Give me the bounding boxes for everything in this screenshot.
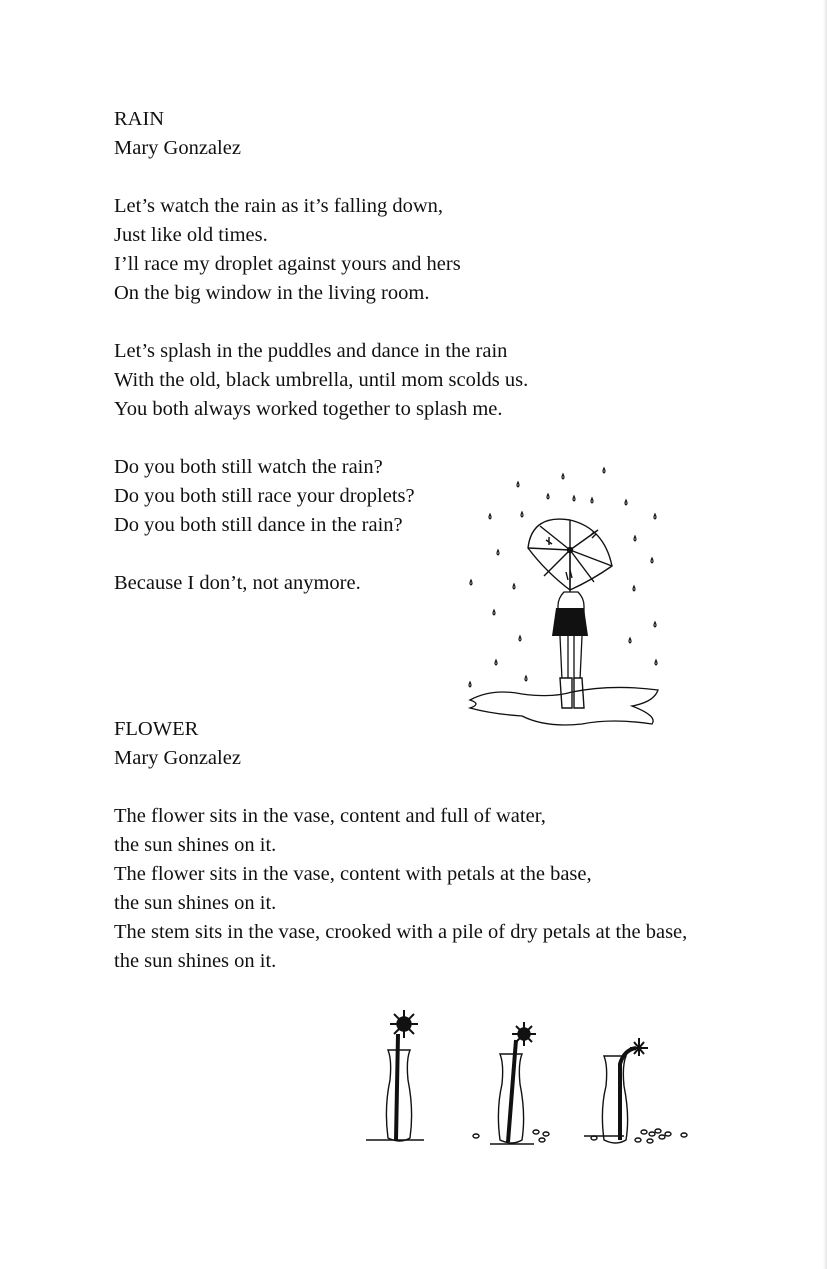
poem-line: Do you both still race your droplets? (114, 485, 415, 507)
poem-line: The flower sits in the vase, content with petals at the base, (114, 863, 592, 885)
poem-line: With the old, black umbrella, until mom scolds us. (114, 369, 529, 391)
page-edge (823, 0, 827, 1269)
flower-head (390, 1010, 418, 1038)
dry-flower-head (630, 1038, 648, 1056)
poem-author: Mary Gonzalez (114, 747, 241, 769)
poem-line: Do you both still dance in the rain? (114, 514, 403, 536)
poem-line: You both always worked together to splash me. (114, 398, 503, 420)
vases-illustration (358, 1004, 694, 1154)
poem-line: Let’s splash in the puddles and dance in the rain (114, 340, 508, 362)
poem-line: The stem sits in the vase, crooked with a pile of dry petals at the base, (114, 921, 688, 943)
vase-full-flower (366, 1010, 424, 1141)
poem-line: Because I don’t, not anymore. (114, 572, 361, 594)
poem-line: I’ll race my droplet against yours and hers (114, 253, 461, 275)
poem-author: Mary Gonzalez (114, 137, 241, 159)
poem-line: On the big window in the living room. (114, 282, 430, 304)
poem-line: The flower sits in the vase, content and full of water, (114, 805, 546, 827)
vase-wilted-stem (584, 1038, 687, 1143)
poem-line: Let’s watch the rain as it’s falling down, (114, 195, 444, 217)
poem-line: the sun shines on it. (114, 892, 277, 914)
poem-line: the sun shines on it. (114, 834, 277, 856)
vase-petals-falling (473, 1022, 549, 1144)
poem-title: RAIN (114, 108, 165, 130)
umbrella (528, 519, 612, 600)
poem-line: the sun shines on it. (114, 950, 277, 972)
poem-title: FLOWER (114, 718, 199, 740)
poem-line: Do you both still watch the rain? (114, 456, 383, 478)
poem-line: Just like old times. (114, 224, 268, 246)
poem-flower (114, 715, 694, 976)
umbrella-girl-illustration (462, 462, 668, 754)
